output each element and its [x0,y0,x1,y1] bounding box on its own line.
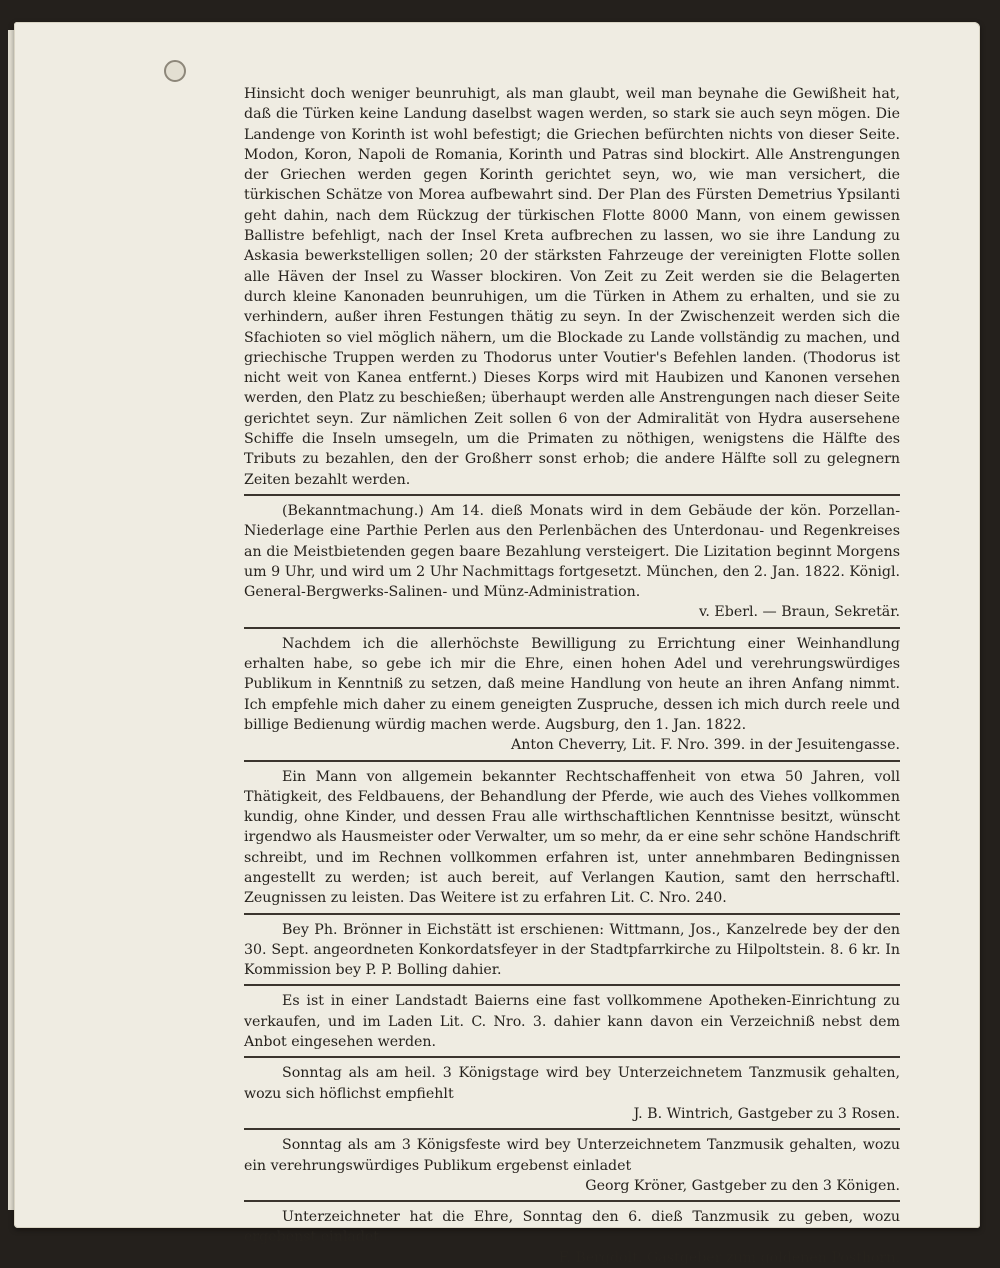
notice-text: Bey Ph. Brönner in Eichstätt ist erschienen: Wittmann, Jos., Kanzelrede bey der den 30. Sept. angeordneten Konkordatsfeyer in der Stadtpfarrkirche zu Hilpoltstein. 8. 6 kr. In Kommission bey P. P. Bolling dahier. [244,921,900,979]
notice-signature: J. B. Wintrich, Gastgeber zu 3 Rosen. [633,1105,900,1122]
notice-dance-three-roses [244,1063,900,1124]
binding-hole [164,60,186,82]
notice-signature: Georg Kröner, Gastgeber zu den 3 Königen. [585,1177,900,1194]
section-divider [244,627,900,629]
notice-text: Sonntag als am heil. 3 Königstage wird bey Unterzeichnetem Tanzmusik gehalten, wozu sich höflichst empfiehlt [244,1065,900,1102]
notice-signature: v. Eberl. — Braun, Sekretär. [699,604,900,621]
section-divider [244,494,900,496]
article-continuation: Hinsicht doch weniger beunruhigt, als man glaubt, weil man beynahe die Gewißheit hat, daß die Türken keine Landung daselbst wagen werden, so stark sie auch seyn mögen. Die Landenge von Korinth ist wohl befestigt; die Griechen befürchten nichts von dieser Seite. Modon, Koron, Napoli de Romania, Korinth und Patras sind blockirt. Alle Anstrengungen der Griechen werden gegen Korinth gerichtet seyn, wo, wie man versichert, die türkischen Schätze von Morea aufbewahrt sind. Der Plan des Fürsten Demetrius Ypsilanti geht dahin, nach dem Rückzug der türkischen Flotte 8000 Mann, von einem gewissen Ballistre befehligt, nach der Insel Kreta aufbrechen zu lassen, wo sie ihre Landung zu Askasia bewerkstelligen sollen; 20 der stärksten Fahrzeuge der vereinigten Flotte sollen alle Häven der Insel zu Wasser blockiren. Von Zeit zu Zeit werden sie die Belagerten durch kleine Kanonaden beunruhigen, um die Türken in Athem zu erhalten, und sie zu verhindern, außer ihren Festungen thätig zu seyn. In der Zwischenzeit werden sich die Sfachioten so viel möglich nähern, um die Blockade zu Lande vollständig zu machen, und griechische Truppen werden zu Thodorus unter Voutier's Befehlen landen. (Thodorus ist nicht weit von Kanea entfernt.) Dieses Korps wird mit Haubizen und Kanonen versehen werden, den Platz zu beschießen; überhaupt werden alle Anstrengungen nach dieser Seite gerichtet seyn. Zur nämlichen Zeit sollen 6 von der Admiralität von Hydra ausersehene Schiffe die Inseln umsegeln, um die Primaten zu nöthigen, wenigstens die Hälfte des Tributs zu bezahlen, den der Großherr sonst erhob; die andere Hälfte soll zu gelegnern Zeiten bezahlt werden. [244,86,900,488]
notice-dance-posthorn [244,1207,900,1268]
notice-job-seeker [244,767,900,909]
notice-wine-shop [244,634,900,756]
notice-text: Unterzeichneter hat die Ehre, Sonntag den 6. dieß Tanzmusik zu geben, wozu ergebenst einladet [244,1209,900,1246]
section-divider [244,1056,900,1058]
notice-dance-three-kings [244,1135,900,1196]
notice-signature: Anton Cheverry, Lit. F. Nro. 399. in der Jesuitengasse. [511,737,900,754]
section-divider [244,1128,900,1130]
section-divider [244,1200,900,1202]
notice-signature: F. Bergdolt, Gastgeber zum goldenen Posthorn. [558,1249,900,1266]
section-divider [244,913,900,915]
notice-text: (Bekanntmachung.) Am 14. dieß Monats wird in dem Gebäude der kön. Porzellan-Niederlage eine Parthie Perlen aus den Perlenbächen des Unterdonau- und Regenkreises an die Meistbietenden gegen baare Bezahlung versteigert. Die Lizitation beginnt Morgens um 9 Uhr, und wird um 2 Uhr Nachmittags fortgesetzt. München, den 2. Jan. 1822. Königl. General-Bergwerks-Salinen- und Münz-Administration. [244,502,900,601]
notice-text: Sonntag als am 3 Königsfeste wird bey Unterzeichnetem Tanzmusik gehalten, wozu ein verehrungswürdiges Publikum ergebenst einladet [244,1137,900,1174]
section-divider [244,760,900,762]
notice-pearl-auction [244,501,900,623]
notice-pharmacy-sale [244,991,900,1052]
notice-text: Es ist in einer Landstadt Baierns eine fast vollkommene Apotheken-Einrichtung zu verkaufen, und im Laden Lit. C. Nro. 3. dahier kann davon ein Verzeichniß nebst dem Anbot eingesehen werden. [244,993,900,1051]
page-content [244,84,900,1268]
notice-publication [244,920,900,981]
notice-text: Nachdem ich die allerhöchste Bewilligung zu Errichtung einer Weinhandlung erhalten habe, so gebe ich mir die Ehre, einen hohen Adel und verehrungswürdiges Publikum in Kenntniß zu setzen, daß meine Handlung von heute an ihren Anfang nimmt. Ich empfehle mich daher zu einem geneigten Zuspruche, dessen ich mich durch reele und billige Bedienung würdig machen werde. Augsburg, den 1. Jan. 1822. [244,635,900,733]
section-divider [244,984,900,986]
notice-text: Ein Mann von allgemein bekannter Rechtschaffenheit von etwa 50 Jahren, voll Thätigkeit, des Feldbauens, der Behandlung der Pferde, wie auch des Viehes vollkommen kundig, ohne Kinder, und dessen Frau alle wirthschaftlichen Kenntnisse besitzt, wünscht irgendwo als Hausmeister oder Verwalter, um so mehr, da er eine sehr schöne Handschrift schreibt, und im Rechnen vollkommen erfahren ist, unter annehmbaren Bedingnissen angestellt zu werden; ist auch bereit, auf Verlangen Kaution, samt den herrschaftl. Zeugnissen zu leisten. Das Weitere ist zu erfahren Lit. C. Nro. 240. [244,768,900,907]
